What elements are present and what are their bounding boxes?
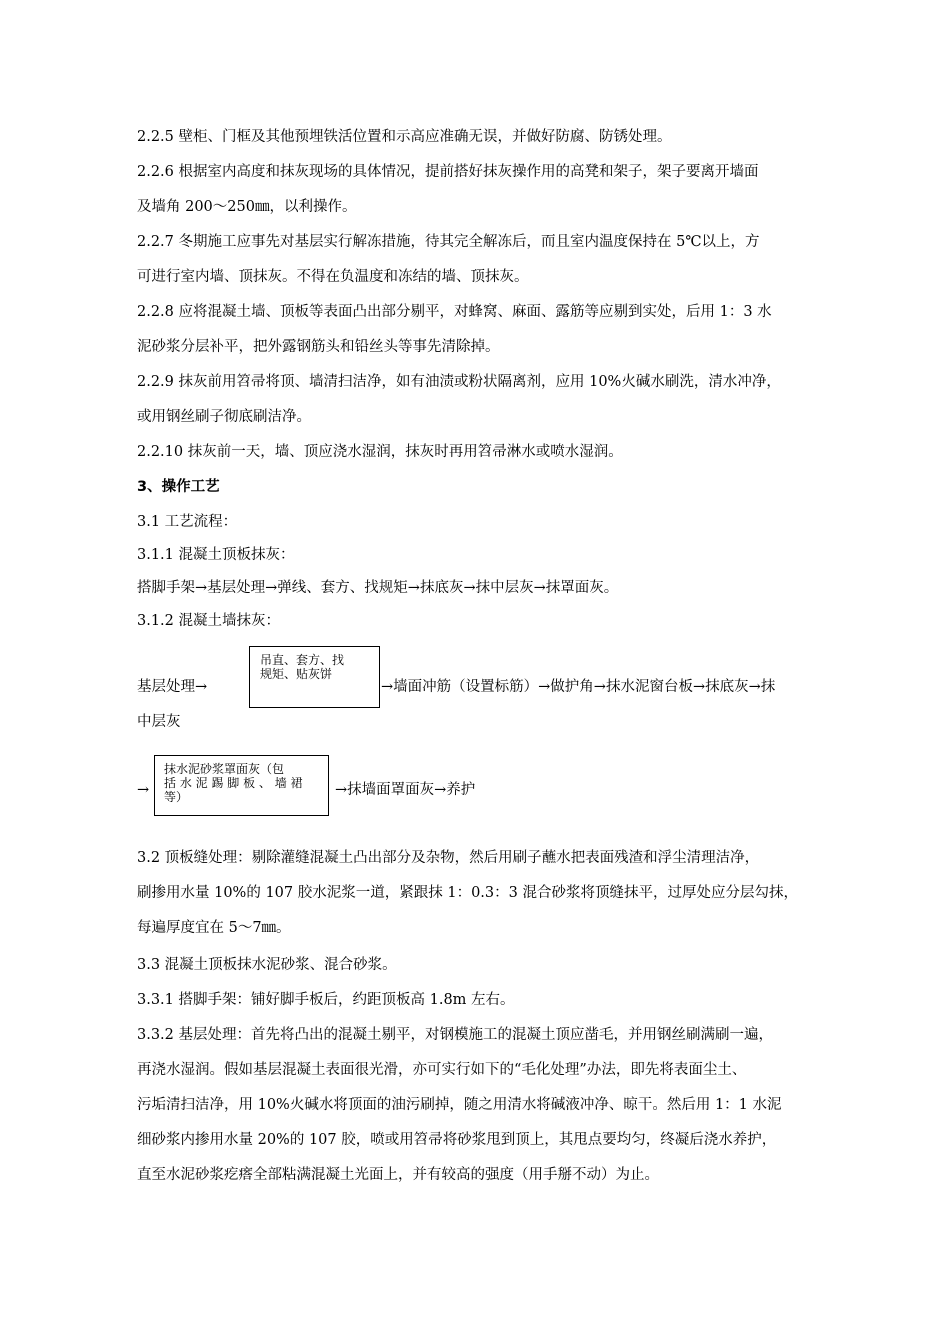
flow-ceiling: 搭脚手架→基层处理→弹线、套方、找规矩→抹底灰→抹中层灰→抹罩面灰。 [137, 580, 619, 596]
para-2-2-8: 2.2.8 应将混凝土墙、顶板等表面凸出部分剔平，对蜂窝、麻面、露筋等应剔到实处，后用 1：3 水 [137, 304, 772, 320]
para-3-3-2-cont4: 直至水泥砂浆疙瘩全部粘满混凝土光面上，并有较高的强度（用手掰不动）为止。 [137, 1167, 659, 1183]
para-2-2-9-cont: 或用钢丝刷子彻底刷洁净。 [137, 409, 311, 425]
para-2-2-10: 2.2.10 抹灰前一天，墙、顶应浇水湿润，抹灰时再用笤帚淋水或喷水湿润。 [137, 444, 623, 460]
para-3-1: 3.1 工艺流程： [137, 514, 238, 530]
flow-arrow: → [137, 782, 150, 798]
flow-box-1-line2: 规矩、贴灰饼 [260, 667, 333, 681]
flow-box-2-line1: 抹水泥砂浆罩面灰（包 [164, 762, 285, 776]
flow-box-1 [249, 646, 380, 708]
para-3-3-1: 3.3.1 搭脚手架：铺好脚手板后，约距顶板高 1.8m 左右。 [137, 992, 515, 1008]
para-3-2-cont1: 刷掺用水量 10%的 107 胶水泥浆一道，紧跟抹 1：0.3：3 混合砂浆将顶缝抹平，过厚处应分层勾抹， [137, 885, 798, 901]
para-2-2-8-cont: 泥砂浆分层补平，把外露钢筋头和铅丝头等事先清除掉。 [137, 339, 500, 355]
flow-box-1-line1: 吊直、套方、找 [260, 653, 345, 667]
flow-box-2-line3: 等） [164, 790, 189, 804]
para-3-2-cont2: 每遍厚度宜在 5～7㎜。 [137, 920, 291, 936]
para-3-3-2-cont3: 细砂浆内掺用水量 20%的 107 胶，喷或用笤帚将砂浆甩到顶上，其甩点要均匀，终凝后浇水养护， [137, 1132, 777, 1148]
para-2-2-6-cont: 及墙角 200～250㎜，以利操作。 [137, 199, 357, 215]
para-3-3-2-cont2: 污垢清扫洁净，用 10%火碱水将顶面的油污刷掉，随之用清水将碱液冲净、晾干。然后用 1：1 水泥 [137, 1097, 782, 1113]
para-2-2-6: 2.2.6 根据室内高度和抹灰现场的具体情况，提前搭好抹灰操作用的高凳和架子，架子要离开墙面 [137, 164, 759, 180]
para-2-2-5: 2.2.5 壁柜、门框及其他预埋铁活位置和示高应准确无误，并做好防腐、防锈处理。 [137, 129, 672, 145]
para-3-3: 3.3 混凝土顶板抹水泥砂浆、混合砂浆。 [137, 957, 397, 973]
para-3-3-2: 3.3.2 基层处理：首先将凸出的混凝土剔平，对钢模施工的混凝土顶应凿毛，并用钢丝刷满刷一遍， [137, 1027, 773, 1043]
flow-start: 基层处理→ [137, 679, 208, 695]
flow-wall-steps-cont: 中层灰 [137, 714, 181, 730]
para-3-1-1: 3.1.1 混凝土顶板抹灰： [137, 547, 295, 563]
flow-wall-steps: →墙面冲筋（设置标筋）→做护角→抹水泥窗台板→抹底灰→抹 [381, 679, 776, 695]
para-2-2-9: 2.2.9 抹灰前用笤帚将顶、墙清扫洁净，如有油渍或粉状隔离剂，应用 10%火碱水刷洗，清水冲净， [137, 374, 781, 390]
para-2-2-7: 2.2.7 冬期施工应事先对基层实行解冻措施，待其完全解冻后，而且室内温度保持在 5℃以上，方 [137, 234, 760, 250]
flow-final-steps: →抹墙面罩面灰→养护 [335, 782, 476, 798]
section-heading: 3、操作工艺 [137, 479, 220, 495]
para-2-2-7-cont: 可进行室内墙、顶抹灰。不得在负温度和冻结的墙、顶抹灰。 [137, 269, 529, 285]
para-3-1-2: 3.1.2 混凝土墙抹灰： [137, 613, 281, 629]
flow-box-2 [154, 755, 329, 816]
flow-box-2-line2: 括 水 泥 踢 脚 板 、 墙 裙 [164, 776, 303, 790]
para-3-2: 3.2 顶板缝处理：剔除灌缝混凝土凸出部分及杂物，然后用刷子蘸水把表面残渣和浮尘清理洁净， [137, 850, 760, 866]
para-3-3-2-cont1: 再浇水湿润。假如基层混凝土表面很光滑，亦可实行如下的“毛化处理”办法，即先将表面尘土、 [137, 1062, 747, 1078]
